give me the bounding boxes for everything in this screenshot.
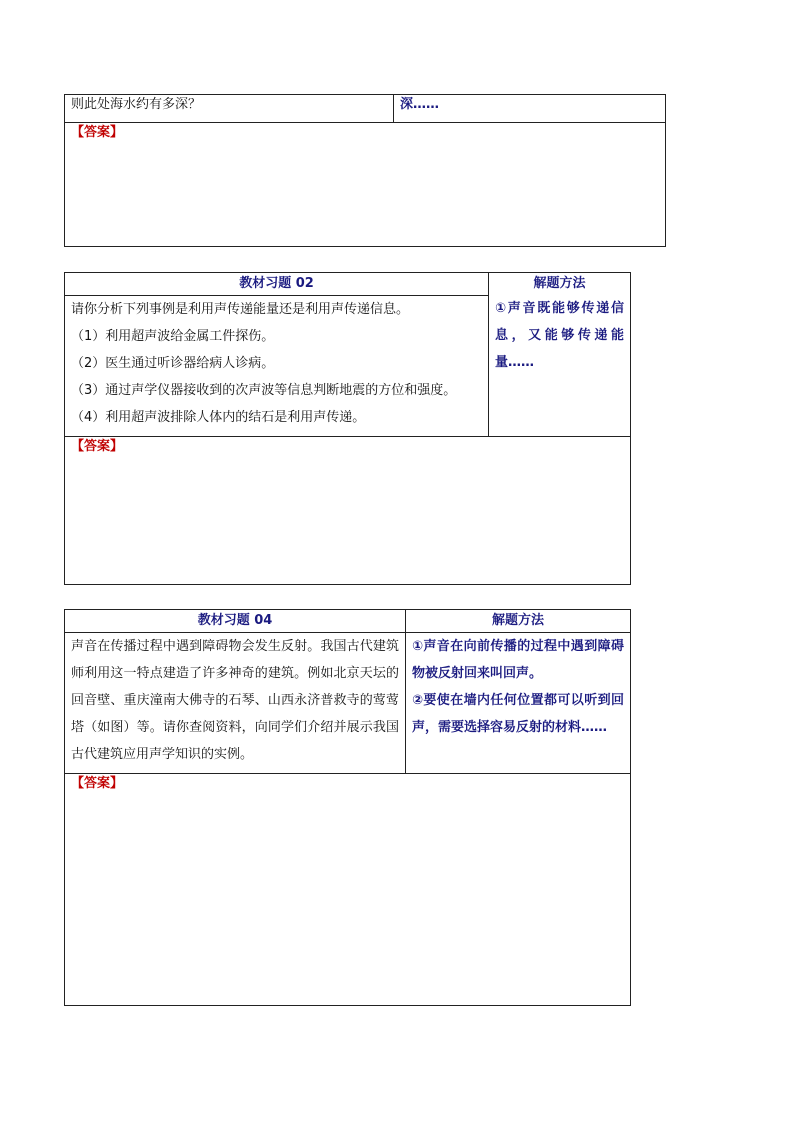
answer-label: 【答案】 (71, 776, 124, 791)
question-header: 教材习题 02 (239, 276, 314, 291)
question-item: （2）医生通过听诊器给病人诊病。 (71, 356, 275, 371)
method-text (406, 633, 630, 741)
method-item: ①声音在向前传播的过程中遇到障碍物被反射回来叫回声。 (412, 639, 624, 681)
method-text: ①声音既能够传递信息，又能够传递能量…… (495, 301, 624, 370)
method-cell (489, 273, 631, 437)
answer-cell (65, 774, 631, 1006)
method-header-cell (406, 610, 631, 633)
question-item: （4）利用超声波排除人体内的结石是利用声传递。 (71, 410, 366, 425)
method-header: 解题方法 (491, 613, 544, 628)
answer-cell (65, 123, 666, 247)
question-table-3 (64, 609, 631, 1006)
question-header-cell (65, 273, 489, 296)
question-text: 则此处海水约有多深？ (71, 97, 202, 112)
question-table-2 (64, 272, 631, 585)
question-body: 声音在传播过程中遇到障碍物会发生反射。我国古代建筑师利用这一特点建造了许多神奇的建筑。例如北京天坛的回音壁、重庆潼南大佛寺的石琴、山西永济普救寺的莺莺塔（如图）等。请你查阅资料，向同学们介绍并展示我国古代建筑应用声学知识的实例。 (71, 639, 399, 762)
answer-label: 【答案】 (71, 125, 124, 140)
answer-cell (65, 437, 631, 585)
question-body-cell (65, 633, 406, 774)
answer-label: 【答案】 (71, 439, 124, 454)
question-header-cell (65, 610, 406, 633)
question-body (65, 296, 488, 431)
method-item: ②要使在墙内任何位置都可以听到回声，需要选择容易反射的材料…… (412, 693, 624, 735)
question-item: （1）利用超声波给金属工件探伤。 (71, 329, 275, 344)
method-cell (394, 95, 666, 123)
question-header: 教材习题 04 (197, 613, 273, 628)
method-cell (406, 633, 631, 774)
method-text: 深…… (400, 97, 440, 112)
question-table-1 (64, 94, 666, 247)
question-intro: 请你分析下列事例是利用声传递能量还是利用声传递信息。 (71, 302, 410, 317)
question-text-cell (65, 95, 394, 123)
question-body-cell (65, 296, 489, 437)
method-header: 解题方法 (533, 276, 586, 291)
question-item: （3）通过声学仪器接收到的次声波等信息判断地震的方位和强度。 (71, 383, 457, 398)
